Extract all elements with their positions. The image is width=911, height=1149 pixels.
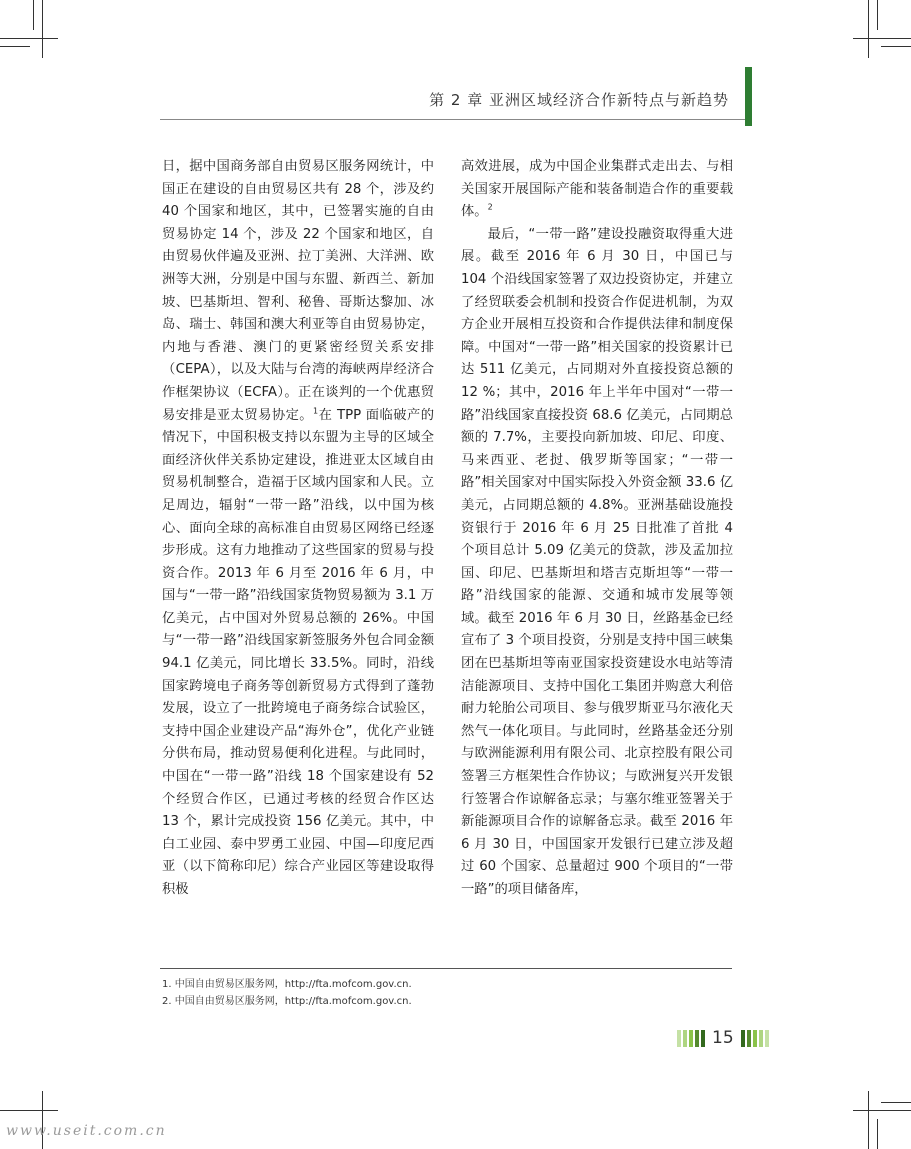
crop-mark-top-right-h2 [881,46,911,47]
paragraph-right-1 [461,156,733,224]
paragraph-left-1 [162,156,434,902]
header-accent-bar [745,67,752,126]
page-number: 15 [712,1028,734,1048]
crop-mark-bottom-right-v [868,1091,869,1149]
crop-mark-top-left-h [0,38,58,39]
stripe-left-4 [695,1030,699,1047]
stripe-right-1 [741,1030,745,1047]
crop-mark-top-left-v2 [33,0,34,30]
chapter-header-title: 第 2 章 亚洲区域经济合作新特点与新趋势 [429,91,729,109]
paragraph-right-1-text: 高效进展，成为中国企业集群式走出去、与相关国家开展国际产能和装备制造合作的重要载体。 [461,159,733,220]
crop-mark-bottom-right-h [853,1110,911,1111]
crop-mark-bottom-left-v [42,1091,43,1149]
stripe-left-3 [689,1030,693,1047]
stripe-left-1 [677,1030,681,1047]
footnote-1: 1. 中国自由贸易区服务网，http://fta.mofcom.gov.cn. [162,979,412,990]
crop-mark-bottom-right-v2 [877,1119,878,1149]
crop-mark-top-right-v [868,0,869,58]
page-number-area [677,1027,769,1049]
watermark: www.useit.com.cn [6,1123,167,1139]
paragraph-right-2: 最后，“一带一路”建设投融资取得重大进展。截至 2016 年 6 月 30 日，中国已与 104 个沿线国家签署了双边投资协定，并建立了经贸联委会机制和投资合作促进机制，为双方企业开展相互投资和合作提供法律和制度保障。中国对“一带一路”相关国家的投资累计已达 511 亿美元，占同期对外直接投资总额的 12 %；其中，2016 年上半年中国对“一带一路”沿线国家直接投资 68.6 亿美元，占同期总额的 7.7%，主要投向新加坡、印尼、印度、马来西亚、老挝、俄罗斯等国家；“一带一路”相关国家对中国实际投入外资金额 33.6 亿美元，占同期总额的 4.8%。亚洲基础设施投资银行于 2016 年 6 月 25 日批准了首批 4 个项目总计 5.09 亿美元的贷款，涉及孟加拉国、印尼、巴基斯坦和塔吉克斯坦等“一带一路”沿线国家的能源、交通和城市发展等领域。截至 2016 年 6 月 30 日，丝路基金已经宣布了 3 个项目投资，分别是支持中国三峡集团在巴基斯坦等南亚国家投资建设水电站等清洁能源项目、支持中国化工集团并购意大利倍耐力轮胎公司项目、参与俄罗斯亚马尔液化天然气一体化项目。与此同时，丝路基金还分别与欧洲能源利用有限公司、北京控股有限公司签署三方框架性合作协议；与欧洲复兴开发银行签署合作谅解备忘录；与塞尔维亚签署关于新能源项目合作的谅解备忘录。截至 2016 年 6 月 30 日，中国国家开发银行已建立涉及超过 60 个国家、总量超过 900 个项目的“一带一路”的项目储备库， [461,226,733,897]
stripes-left [677,1030,705,1047]
stripe-right-4 [759,1030,763,1047]
stripe-right-3 [753,1030,757,1047]
left-text-column [162,156,434,902]
footnotes [162,976,412,1010]
paragraph-left-1-text-b: 在 TPP 面临破产的情况下，中国积极支持以东盟为主导的区域全面经济伙伴关系协定建设，推进亚太区域自由贸易机制整合，造福于区域内国家和人民。立足周边，辐射“一带一路”沿线，以中国为核心、面向全球的高标准自由贸易区网络已经逐步形成。这有力地推动了这些国家的贸易与投资合作。2013 年 6 月至 2016 年 6 月，中国与“一带一路”沿线国家货物贸易额为 3.1 万亿美元，占中国对外贸易总额的 26%。中国与“一带一路”沿线国家新签服务外包合同金额 94.1 亿美元，同比增长 33.5%。同时，沿线国家跨境电子商务等创新贸易方式得到了蓬勃发展，设立了一批跨境电子商务综合试验区，支持中国企业建设产品“海外仓”，优化产业链分供布局，推动贸易便利化进程。与此同时，中国在“一带一路”沿线 18 个国家建设有 52 个经贸合作区，已通过考核的经贸合作区达 13 个，累计完成投资 156 亿美元。其中，中白工业园、泰中罗勇工业园、中国—印度尼西亚（以下简称印尼）综合产业园区等建设取得积极 [162,407,435,897]
paragraph-left-1-text-a: 日，据中国商务部自由贸易区服务网统计，中国正在建设的自由贸易区共有 28 个，涉及约 40 个国家和地区，其中，已签署实施的自由贸易协定 14 个，涉及 22 个国家和地区，自由贸易伙伴遍及亚洲、拉丁美洲、大洋洲、欧洲等大洲，分别是中国与东盟、新西兰、新加坡、巴基斯坦、智利、秘鲁、哥斯达黎加、冰岛、瑞士、韩国和澳大利亚等自由贸易协定，内地与香港、澳门的更紧密经贸关系安排（CEPA），以及大陆与台湾的海峡两岸经济合作框架协议（ECFA）。正在谈判的一个优惠贸易安排是亚太贸易协定。 [162,159,434,423]
crop-mark-top-left-v [42,0,43,58]
footnote-ref-1[interactable]: 1 [313,406,319,416]
stripe-right-5 [765,1030,769,1047]
footnote-2: 2. 中国自由贸易区服务网，http://fta.mofcom.gov.cn. [162,996,412,1007]
stripes-right [741,1030,769,1047]
stripe-left-2 [683,1030,687,1047]
crop-mark-top-right-h [853,38,911,39]
crop-mark-bottom-left-h [0,1110,58,1111]
crop-mark-top-right-v2 [877,0,878,30]
crop-mark-top-left-h2 [0,46,30,47]
crop-mark-bottom-right-h2 [881,1102,911,1103]
right-text-column [461,156,733,902]
footnote-ref-2[interactable]: 2 [487,202,493,212]
footnote-rule [160,968,732,969]
stripe-left-5 [701,1030,705,1047]
header-rule [160,119,745,120]
stripe-right-2 [747,1030,751,1047]
